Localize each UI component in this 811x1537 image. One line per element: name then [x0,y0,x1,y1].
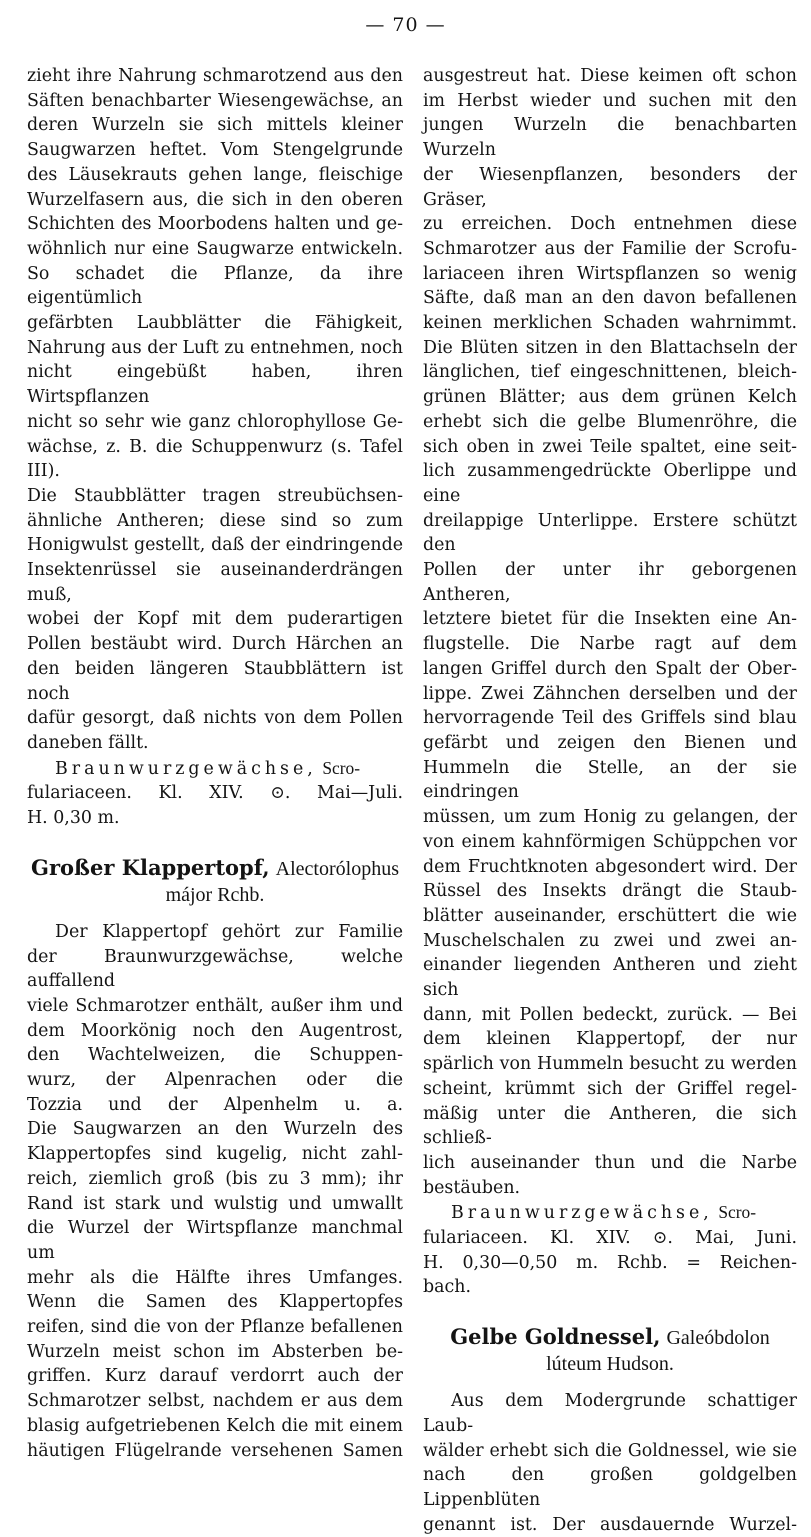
text-line: Schmarotzer selbst, nachdem er aus dem [27,1391,403,1412]
text-line: einander liegenden Antheren und zieht sich [423,955,797,1001]
heading-latin-name-cont: lúteum Hudson. [546,1353,674,1376]
text-line: dem Moorkönig noch den Augentrost, [27,1020,403,1041]
text-line: mäßig unter die Antheren, die sich schließ- [423,1103,797,1149]
text-line: Honigwulst gestellt, daß der eindringende [27,535,403,556]
text-line: bestäuben. [423,1177,521,1198]
text-line: Säfte, daß man an den davon befallenen [423,288,797,309]
right-column [423,64,797,1537]
text-line: Wurzeln meist schon im Absterben be- [27,1341,403,1362]
text-line: Wurzelfasern aus, die sich in den oberen [27,189,403,210]
paragraph-klappertopf [27,920,403,1463]
text-line: erhebt sich die gelbe Blumenröhre, die [423,411,797,432]
text-line: die Wurzel der Wirtspflanze manchmal um [27,1218,403,1263]
page-number: — 70 — [365,14,446,36]
text-line: zu erreichen. Doch entnehmen diese [423,214,797,235]
family-name-german: Braunwurzgewächse, [55,758,317,779]
text-line: Pollen bestäubt wird. Durch Härchen an [27,634,403,655]
text-line: reifen, sind die von der Pflanze befallenen [27,1317,403,1338]
text-line: im Herbst wieder und suchen mit den [423,90,797,111]
text-line: Insektenrüssel sie auseinanderdrängen muß, [27,560,403,605]
text-line: griffen. Kurz darauf verdorrt auch der [27,1366,403,1387]
text-line: lariaceen ihren Wirtspflanzen so wenig [423,263,797,284]
text-line: Die Staubblätter tragen streubüchsen- [27,485,403,506]
text-line: dafür gesorgt, daß nichts von dem Pollen [27,708,403,729]
text-line: dem kleinen Klappertopf, der nur [423,1029,797,1050]
text-line: gefärbt und zeigen den Bienen und [423,732,797,753]
text-line: langen Griffel durch den Spalt der Ober- [423,658,797,679]
text-line: Der Klappertopf gehört zur Familie [55,921,403,942]
text-line: genannt ist. Der ausdauernde Wurzel- [423,1514,797,1535]
text-line: sich oben in zwei Teile spaltet, eine seit- [423,436,797,457]
classification [423,1226,797,1300]
text-line: nicht eingebüßt haben, ihren Wirtspflanzen [27,362,403,408]
text-line: Schmarotzer aus der Familie der Scrofu- [423,238,797,259]
text-line: lich zusammengedrückte Oberlippe und eine [423,461,797,506]
text-line: ähnliche Antheren; diese sind so zum [27,510,403,531]
text-line: nicht so sehr wie ganz chlorophyllose Ge- [27,411,403,432]
text-line: Rüssel des Insekts drängt die Staub- [423,881,797,902]
text-line: Säften benachbarter Wiesengewächse, an [27,90,403,111]
text-line: müssen, um zum Honig zu gelangen, der [423,807,797,828]
text-line: H. 0,30—0,50 m. Rchb. = Reichen- [423,1252,797,1273]
text-line: flugstelle. Die Narbe ragt auf dem [423,634,797,655]
family-name-latin: Scro- [322,757,360,778]
text-line: scheint, krümmt sich der Griffel regel- [423,1078,797,1099]
text-line: H. 0,30 m. [27,808,120,829]
text-line: Tozzia und der Alpenhelm u. a. [27,1094,403,1115]
heading-latin-name: Alectorólophus [275,857,399,880]
text-line: lippe. Zwei Zähnchen derselben und der [423,683,797,704]
heading-latin-name-cont: májor Rchb. [165,883,265,906]
text-line: So schadet die Pflanze, da ihre eigentümlich [27,263,403,309]
paragraph-laeusekraut [27,64,403,756]
text-line: der Braunwurzgewächse, welche auffallend [27,946,403,992]
text-line: Muschelschalen zu zwei und zwei an- [423,930,797,951]
family-name-latin: Scro- [718,1202,756,1223]
section-heading-goldnessel [423,1324,797,1377]
text-line: wurz, der Alpenrachen oder die [27,1070,403,1091]
text-line: reich, ziemlich groß (bis zu 3 mm); ihr [27,1168,403,1189]
text-line: lich auseinander thun und die Narbe [423,1152,797,1173]
text-line: dann, mit Pollen bedeckt, zurück. — Bei [423,1004,797,1025]
text-line: jungen Wurzeln die benachbarten Wurzeln [423,115,797,161]
text-line: Nahrung aus der Luft zu entnehmen, noch [27,337,403,358]
text-line: deren Wurzeln sie sich mittels kleiner [27,115,403,136]
text-line: fulariaceen. Kl. XIV. ⊙. Mai—Juli. [27,783,403,804]
text-line: Die Saugwarzen an den Wurzeln des [27,1119,403,1140]
classification [27,781,403,830]
text-line: letztere bietet für die Insekten eine An- [423,609,797,630]
text-line: spärlich von Hummeln besucht zu werden [423,1054,797,1075]
family-line [423,1200,797,1226]
text-line: Pollen der unter ihr geborgenen Antheren, [423,560,797,605]
text-line: dreilappige Unterlippe. Erstere schützt den [423,510,797,556]
family-name-german: Braunwurzgewächse, [451,1203,713,1224]
text-line: blasig aufgetriebenen Kelch die mit einem [27,1415,403,1436]
text-line: der Wiesenpflanzen, besonders der Gräser, [423,164,797,210]
text-line: Hummeln die Stelle, an der sie eindringen [423,757,797,803]
text-line: hervorragende Teil des Griffels sind blau [423,708,797,729]
text-line: den Wachtelweizen, die Schuppen- [27,1045,403,1066]
text-line: keinen merklichen Schaden wahrnimmt. [423,313,797,334]
text-line: häutigen Flügelrande versehenen Samen [27,1440,403,1461]
text-line: blätter auseinander, erschüttert die wie [423,905,797,926]
text-line: den beiden längeren Staubblättern ist noch [27,658,403,704]
text-line: Wenn die Samen des Klappertopfes [27,1292,403,1313]
text-line: Die Blüten sitzen in den Blattachseln der [423,337,797,358]
text-line: wobei der Kopf mit dem puderartigen [27,609,403,630]
text-line: des Läusekrauts gehen lange, fleischige [27,164,403,185]
heading-german-name: Großer Klappertopf, [31,854,270,880]
text-line: Aus dem Modergrunde schattiger Laub- [423,1391,797,1436]
text-line: länglichen, tief eingeschnittenen, bleich- [423,362,797,383]
family-line [27,756,403,782]
text-line: von einem kahnförmigen Schüppchen vor [423,831,797,852]
text-line: mehr als die Hälfte ihres Umfanges. [27,1267,403,1288]
section-heading-klappertopf [27,855,403,908]
text-line: nach den großen goldgelben Lippenblüten [423,1465,797,1510]
paragraph-goldnessel [423,1389,797,1537]
text-line: grünen Blätter; aus dem grünen Kelch [423,387,797,408]
heading-german-name: Gelbe Goldnessel, [450,1324,661,1350]
text-line: wächse, z. B. die Schuppenwurz (s. Tafel III). [27,436,403,482]
text-line: bach. [423,1277,471,1298]
text-line: dem Fruchtknoten abgesondert wird. Der [423,856,797,877]
text-line: gefärbten Laubblätter die Fähigkeit, [27,313,403,334]
text-line: wöhnlich nur eine Saugwarze entwickeln. [27,238,403,259]
text-line: Klappertopfes sind kugelig, nicht zahl- [27,1144,403,1165]
text-line: Saugwarzen heftet. Vom Stengelgrunde [27,140,403,161]
text-line: Schichten des Moorbodens halten und ge- [27,214,403,235]
heading-latin-name: Galeóbdolon [666,1327,770,1350]
text-line: zieht ihre Nahrung schmarotzend aus den [27,66,403,86]
paragraph-klappertopf-cont [423,64,797,1200]
text-line: wälder erhebt sich die Goldnessel, wie sie [423,1440,797,1461]
text-line: viele Schmarotzer enthält, außer ihm und [27,995,403,1016]
left-column [27,64,403,1463]
text-line: daneben fällt. [27,732,149,753]
text-line: Rand ist stark und wulstig und umwallt [27,1193,403,1214]
text-line: fulariaceen. Kl. XIV. ⊙. Mai, Juni. [423,1228,797,1249]
text-line: ausgestreut hat. Diese keimen oft schon [423,66,797,86]
